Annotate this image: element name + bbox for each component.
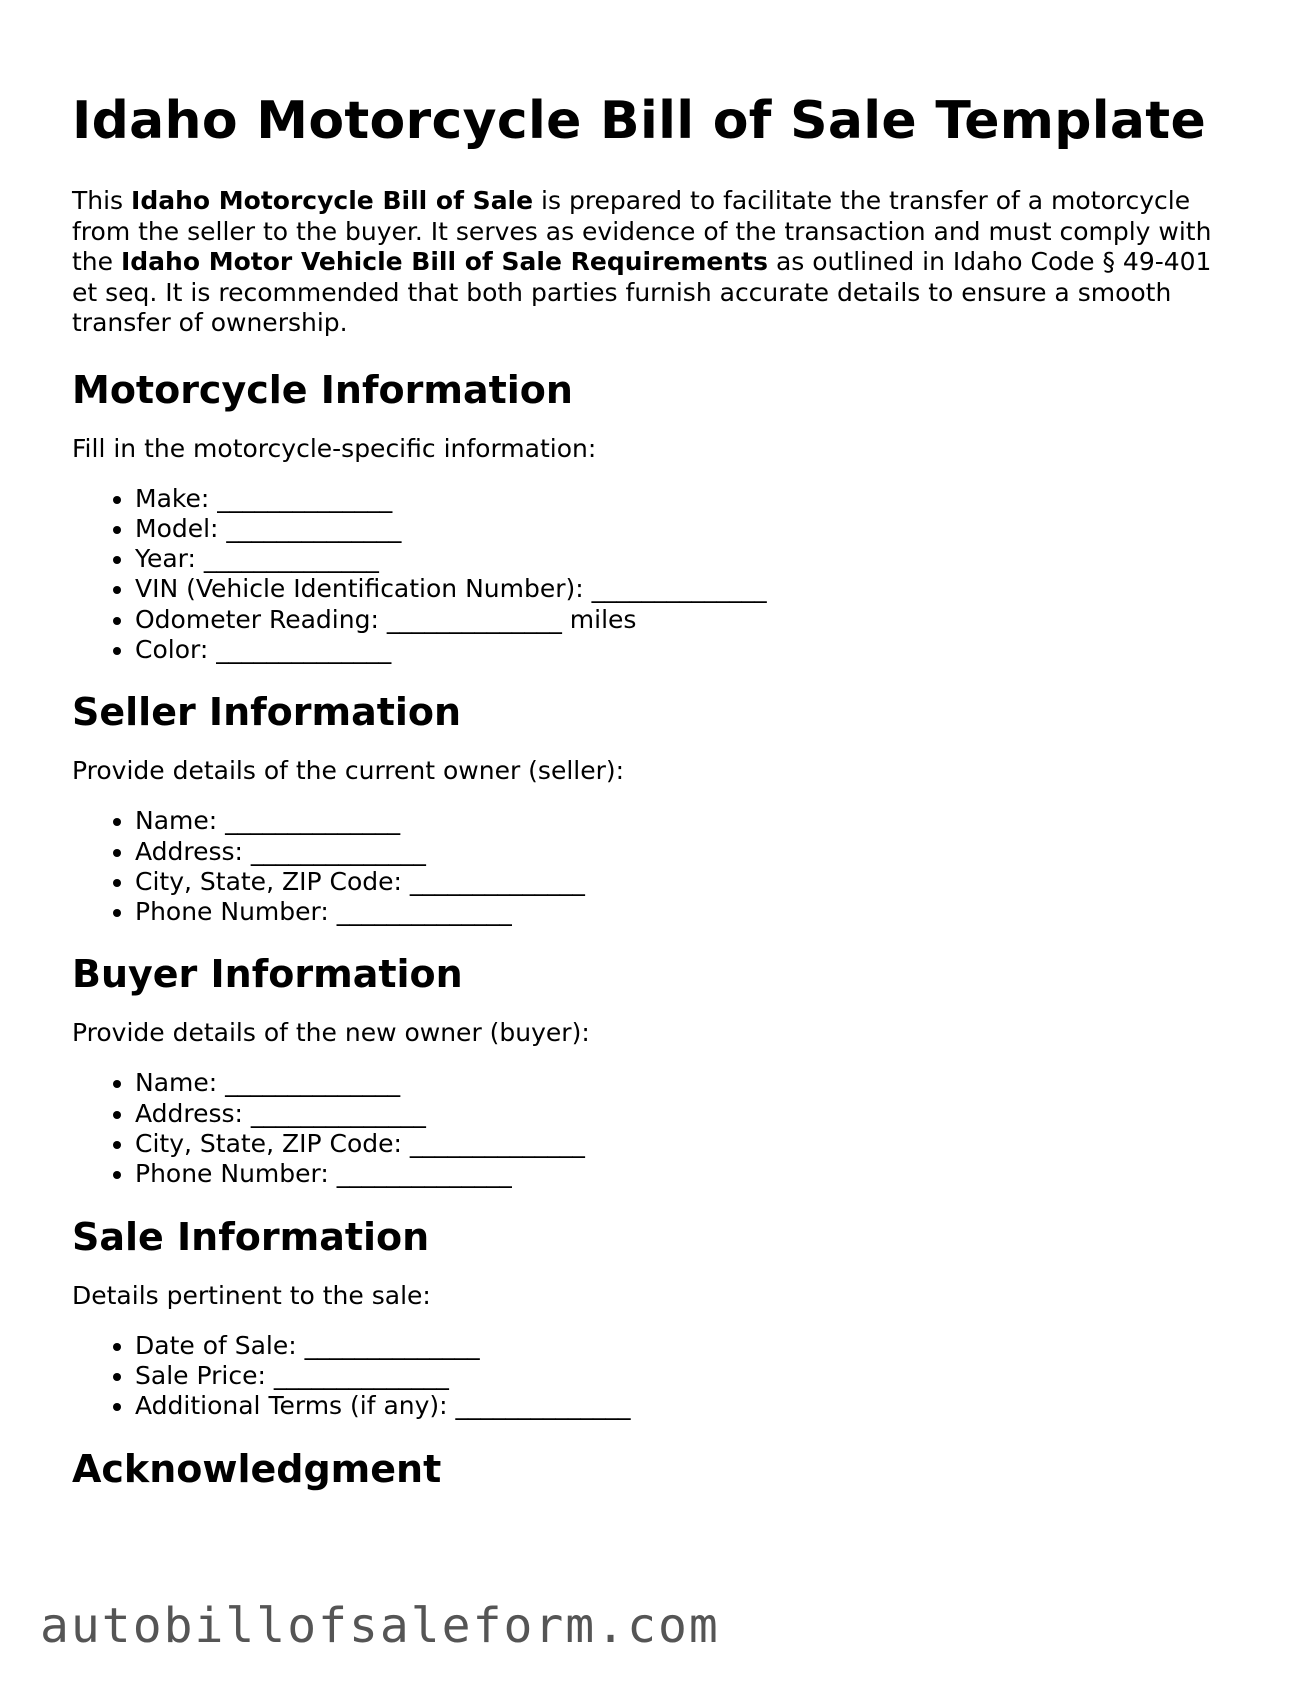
site-watermark: autobillofsaleform.com <box>40 1598 720 1654</box>
page-title: Idaho Motorcycle Bill of Sale Template <box>72 91 1207 151</box>
intro-text-1: This <box>72 186 132 215</box>
seller-section <box>72 687 1242 927</box>
sale-field-date: • Date of Sale: ______________ <box>135 1331 1242 1361</box>
acknowledgment-heading: Acknowledgment <box>72 1446 442 1491</box>
sale-section <box>72 1212 1242 1422</box>
buyer-field-city-state-zip: • City, State, ZIP Code: ______________ <box>135 1129 1242 1159</box>
sale-field-additional-terms: • Additional Terms (if any): ______________ <box>135 1391 1242 1421</box>
buyer-section <box>72 949 1242 1189</box>
field-model: • Model: ______________ <box>135 514 1242 544</box>
motorcycle-fields-list <box>72 484 1242 666</box>
seller-field-address: • Address: ______________ <box>135 837 1242 867</box>
buyer-heading: Buyer Information <box>72 952 463 997</box>
buyer-field-address: • Address: ______________ <box>135 1099 1242 1129</box>
sale-fields-list <box>72 1331 1242 1422</box>
field-year: • Year: ______________ <box>135 544 1242 574</box>
seller-fields-list <box>72 806 1242 927</box>
field-odometer: • Odometer Reading: ______________ miles <box>135 605 1242 635</box>
buyer-fields-list <box>72 1068 1242 1189</box>
seller-field-name: • Name: ______________ <box>135 806 1242 836</box>
seller-field-city-state-zip: • City, State, ZIP Code: ______________ <box>135 867 1242 897</box>
seller-heading: Seller Information <box>72 690 462 735</box>
intro-text-2: is prepared to facilitate the transfer of a motorcycle from the seller to the buyer. It serves as evidence of the transaction and must comply with the <box>72 186 1212 276</box>
field-make: • Make: ______________ <box>135 484 1242 514</box>
intro-bold-1: Idaho Motorcycle Bill of Sale <box>131 186 534 215</box>
intro-text-3: as outlined in Idaho Code § 49-401 et seq. It is recommended that both parties furnish accurate details to ensure a smooth transfer of ownership. <box>72 247 1212 337</box>
motorcycle-heading: Motorcycle Information <box>72 367 573 412</box>
buyer-field-phone: • Phone Number: ______________ <box>135 1159 1242 1189</box>
seller-intro: Provide details of the current owner (seller): <box>72 756 625 786</box>
field-color: • Color: ______________ <box>135 635 1242 665</box>
sale-heading: Sale Information <box>72 1214 430 1259</box>
buyer-field-name: • Name: ______________ <box>135 1068 1242 1098</box>
field-vin: • VIN (Vehicle Identification Number): ______________ <box>135 574 1242 604</box>
sale-field-price: • Sale Price: ______________ <box>135 1361 1242 1391</box>
seller-field-phone: • Phone Number: ______________ <box>135 897 1242 927</box>
buyer-intro: Provide details of the new owner (buyer): <box>72 1018 590 1048</box>
sale-intro: Details pertinent to the sale: <box>72 1280 431 1310</box>
motorcycle-section <box>72 365 1242 666</box>
motorcycle-intro: Fill in the motorcycle-specific information: <box>72 433 597 463</box>
intro-paragraph <box>72 186 1242 339</box>
intro-bold-2: Idaho Motor Vehicle Bill of Sale Requirements <box>120 247 769 276</box>
acknowledgment-section <box>72 1444 1242 1494</box>
document-page <box>72 86 1242 1513</box>
